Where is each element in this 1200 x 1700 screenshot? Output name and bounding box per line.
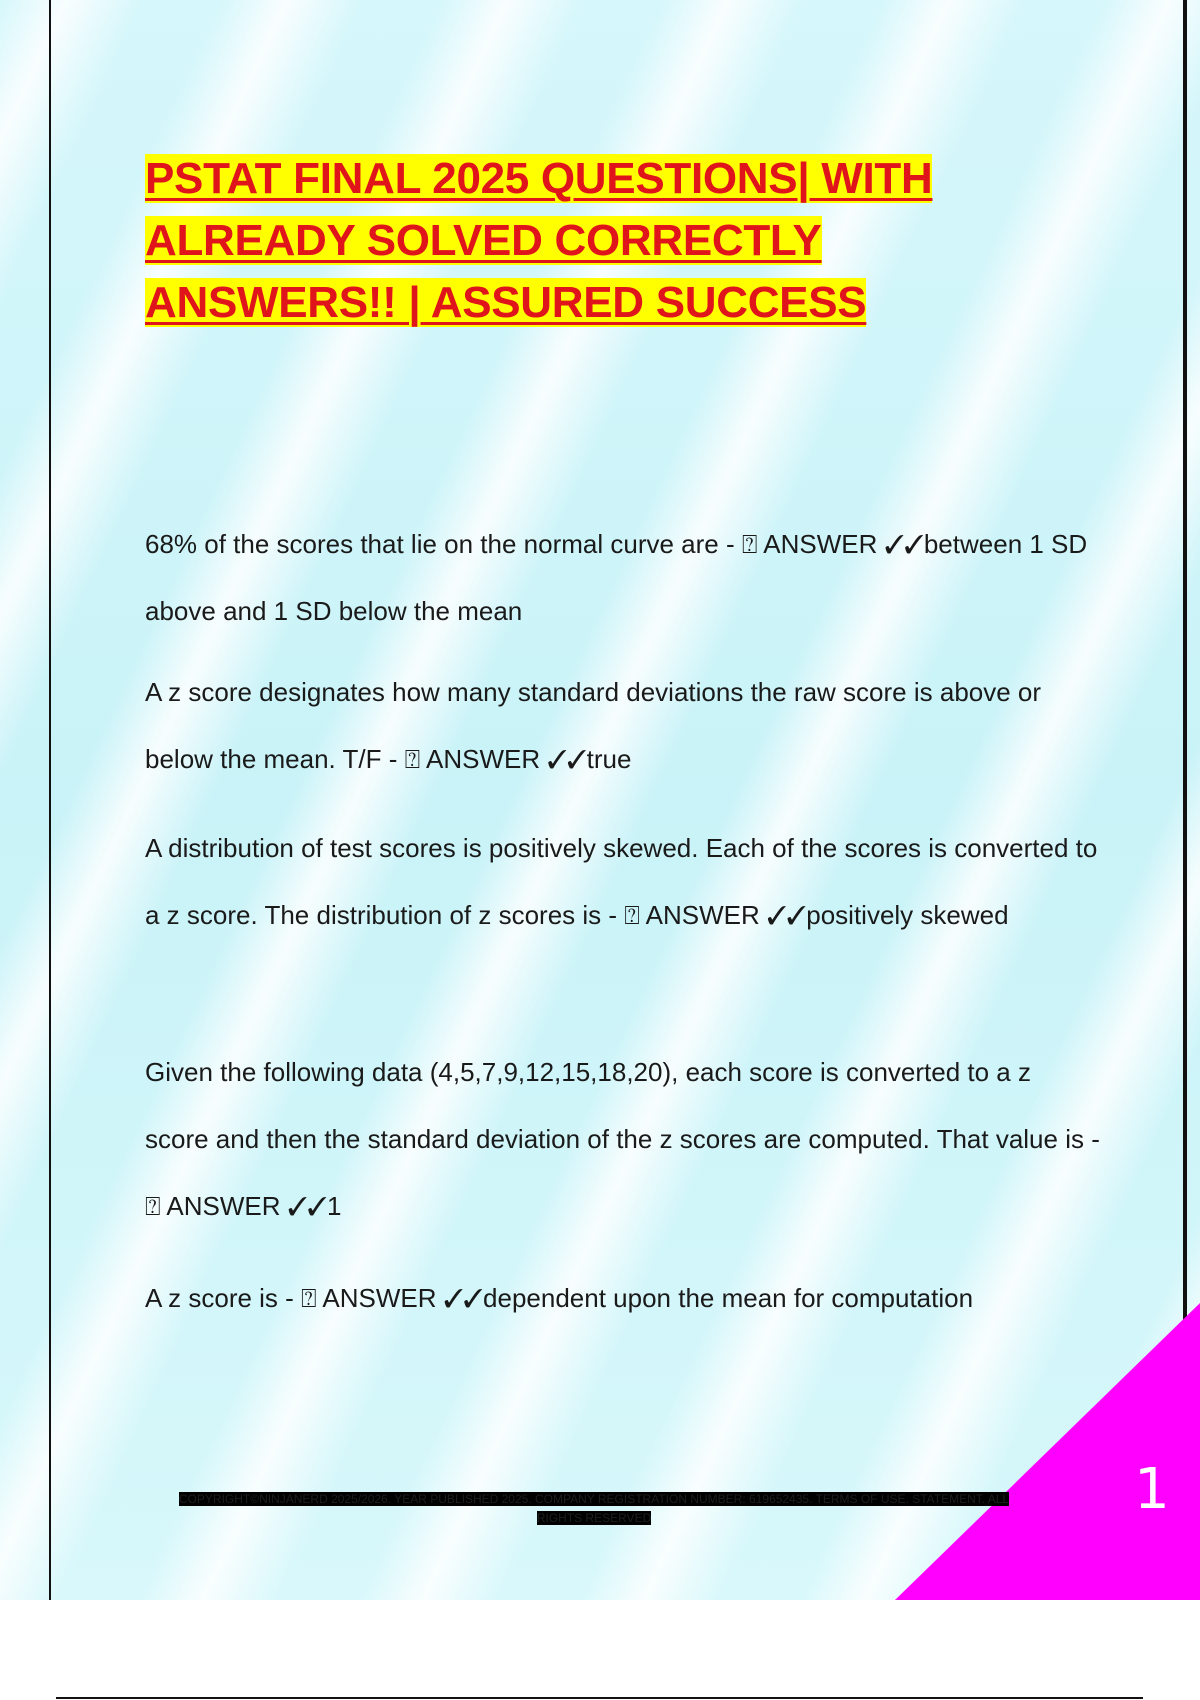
- title-text: PSTAT FINAL 2025 QUESTIONS| WITH ALREADY SOLVED CORRECTLY ANSWERS!! | ASSURED SUCCESS: [145, 154, 933, 327]
- page-number: 1: [1134, 1457, 1170, 1522]
- qa-item-3: A distribution of test scores is positively skewed. Each of the scores is converted to a z score. The distribution of z scores is - ⍰ ANSWER ✓✓positively skewed: [145, 833, 1098, 930]
- qa-item-1: 68% of the scores that lie on the normal curve are - ⍰ ANSWER ✓✓between 1 SD above and 1 SD below the mean: [145, 529, 1088, 626]
- left-margin-line: [49, 0, 51, 1600]
- qa-item-4: Given the following data (4,5,7,9,12,15,18,20), each score is converted to a z score and then the standard deviation of the z scores are computed. That value is - ⍰ ANSWER ✓✓1: [145, 1057, 1100, 1221]
- qa-item-5: A z score is - ⍰ ANSWER ✓✓dependent upon the mean for computation: [145, 1283, 974, 1313]
- copyright-text: COPYRIGHT©NINJANERD 2025/2026. YEAR PUBLISHED 2025. COMPANY REGISTRATION NUMBER: 619652435. TERMS OF USE. STATEMENT. ALL RIGHTS RESERVED: [178, 1492, 1010, 1525]
- qa-item-2: A z score designates how many standard deviations the raw score is above or below the mean. T/F - ⍰ ANSWER ✓✓true: [145, 677, 1042, 774]
- copyright-notice: [174, 1490, 1014, 1528]
- bottom-divider: [56, 1697, 1143, 1699]
- page-corner-triangle: [895, 1303, 1200, 1600]
- document-title: [145, 148, 1065, 334]
